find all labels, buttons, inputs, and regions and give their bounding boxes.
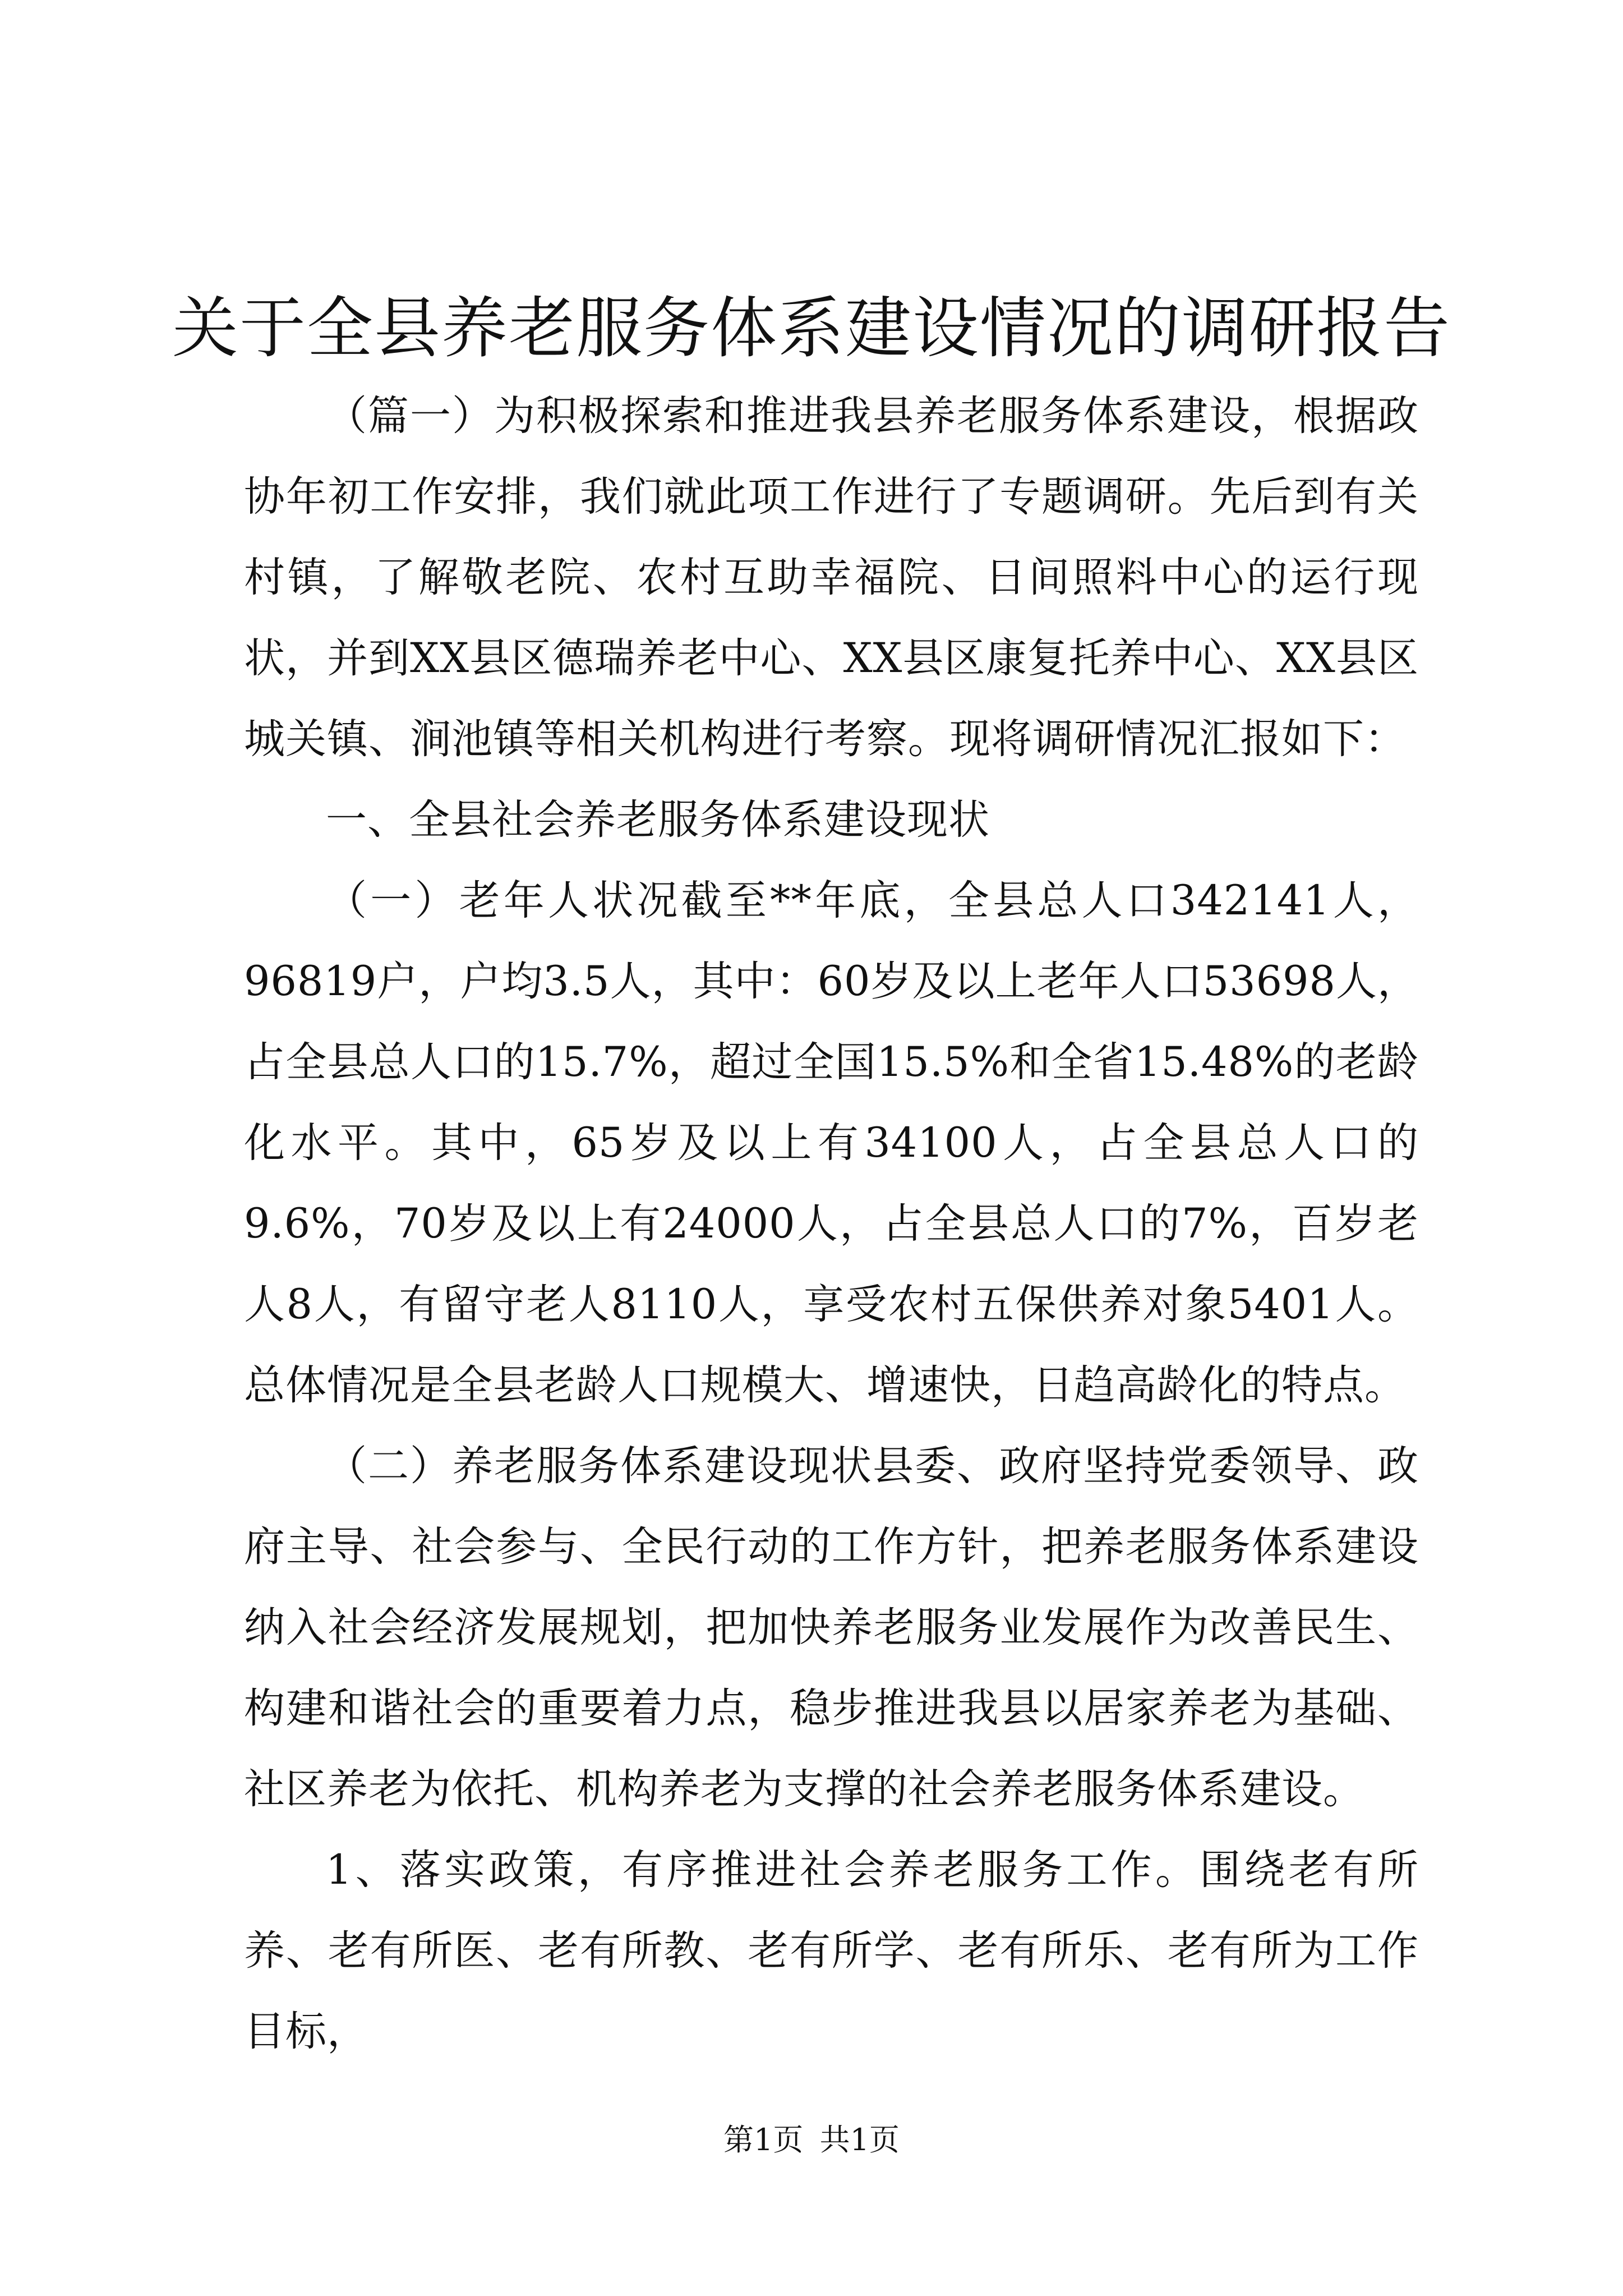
paragraph: （二）养老服务体系建设现状县委、政府坚持党委领导、政府主导、社会参与、全民行动的工作方针，把养老服务体系建设纳入社会经济发展规划，把加快养老服务业发展作为改善民生、构建和谐社会的重要着力点，稳步推进我县以居家养老为基础、社区养老为依托、机构养老为支撑的社会养老服务体系建设。 (244, 1442, 1419, 1813)
page-footer (0, 2120, 1623, 2160)
section-heading: 一、全县社会养老服务体系建设现状 (326, 796, 990, 844)
paragraph: （篇一）为积极探索和推进我县养老服务体系建设，根据政协年初工作安排，我们就此项工作进行了专题调研。先后到有关村镇，了解敬老院、农村互助幸福院、日间照料中心的运行现状，并到XX县区德瑞养老中心、XX县区康复托养中心、XX县区城关镇、涧池镇等相关机构进行考察。现将调研情况汇报如下： (244, 392, 1419, 763)
paragraph: （一）老年人状况截至**年底，全县总人口342141人，96819户，户均3.5人，其中：60岁及以上老年人口53698人，占全县总人口的15.7%，超过全国15.5%和全省15.48%的老龄化水平。其中，65岁及以上有34100人，占全县总人口的9.6%，70岁及以上有24000人，占全县总人口的7%，百岁老人8人，有留守老人8110人，享受农村五保供养对象5401人。总体情况是全县老龄人口规模大、增速快，日趋高龄化的特点。 (244, 877, 1419, 1409)
paragraph: 1、落实政策，有序推进社会养老服务工作。围绕老有所养、老有所医、老有所教、老有所学、老有所乐、老有所为工作目标， (244, 1846, 1419, 2055)
document-title: 关于全县养老服务体系建设情况的调研报告 (172, 289, 1451, 367)
page-number: 第1页 (723, 2122, 804, 2157)
document-body (244, 376, 1419, 2072)
page-total: 共1页 (819, 2122, 900, 2157)
